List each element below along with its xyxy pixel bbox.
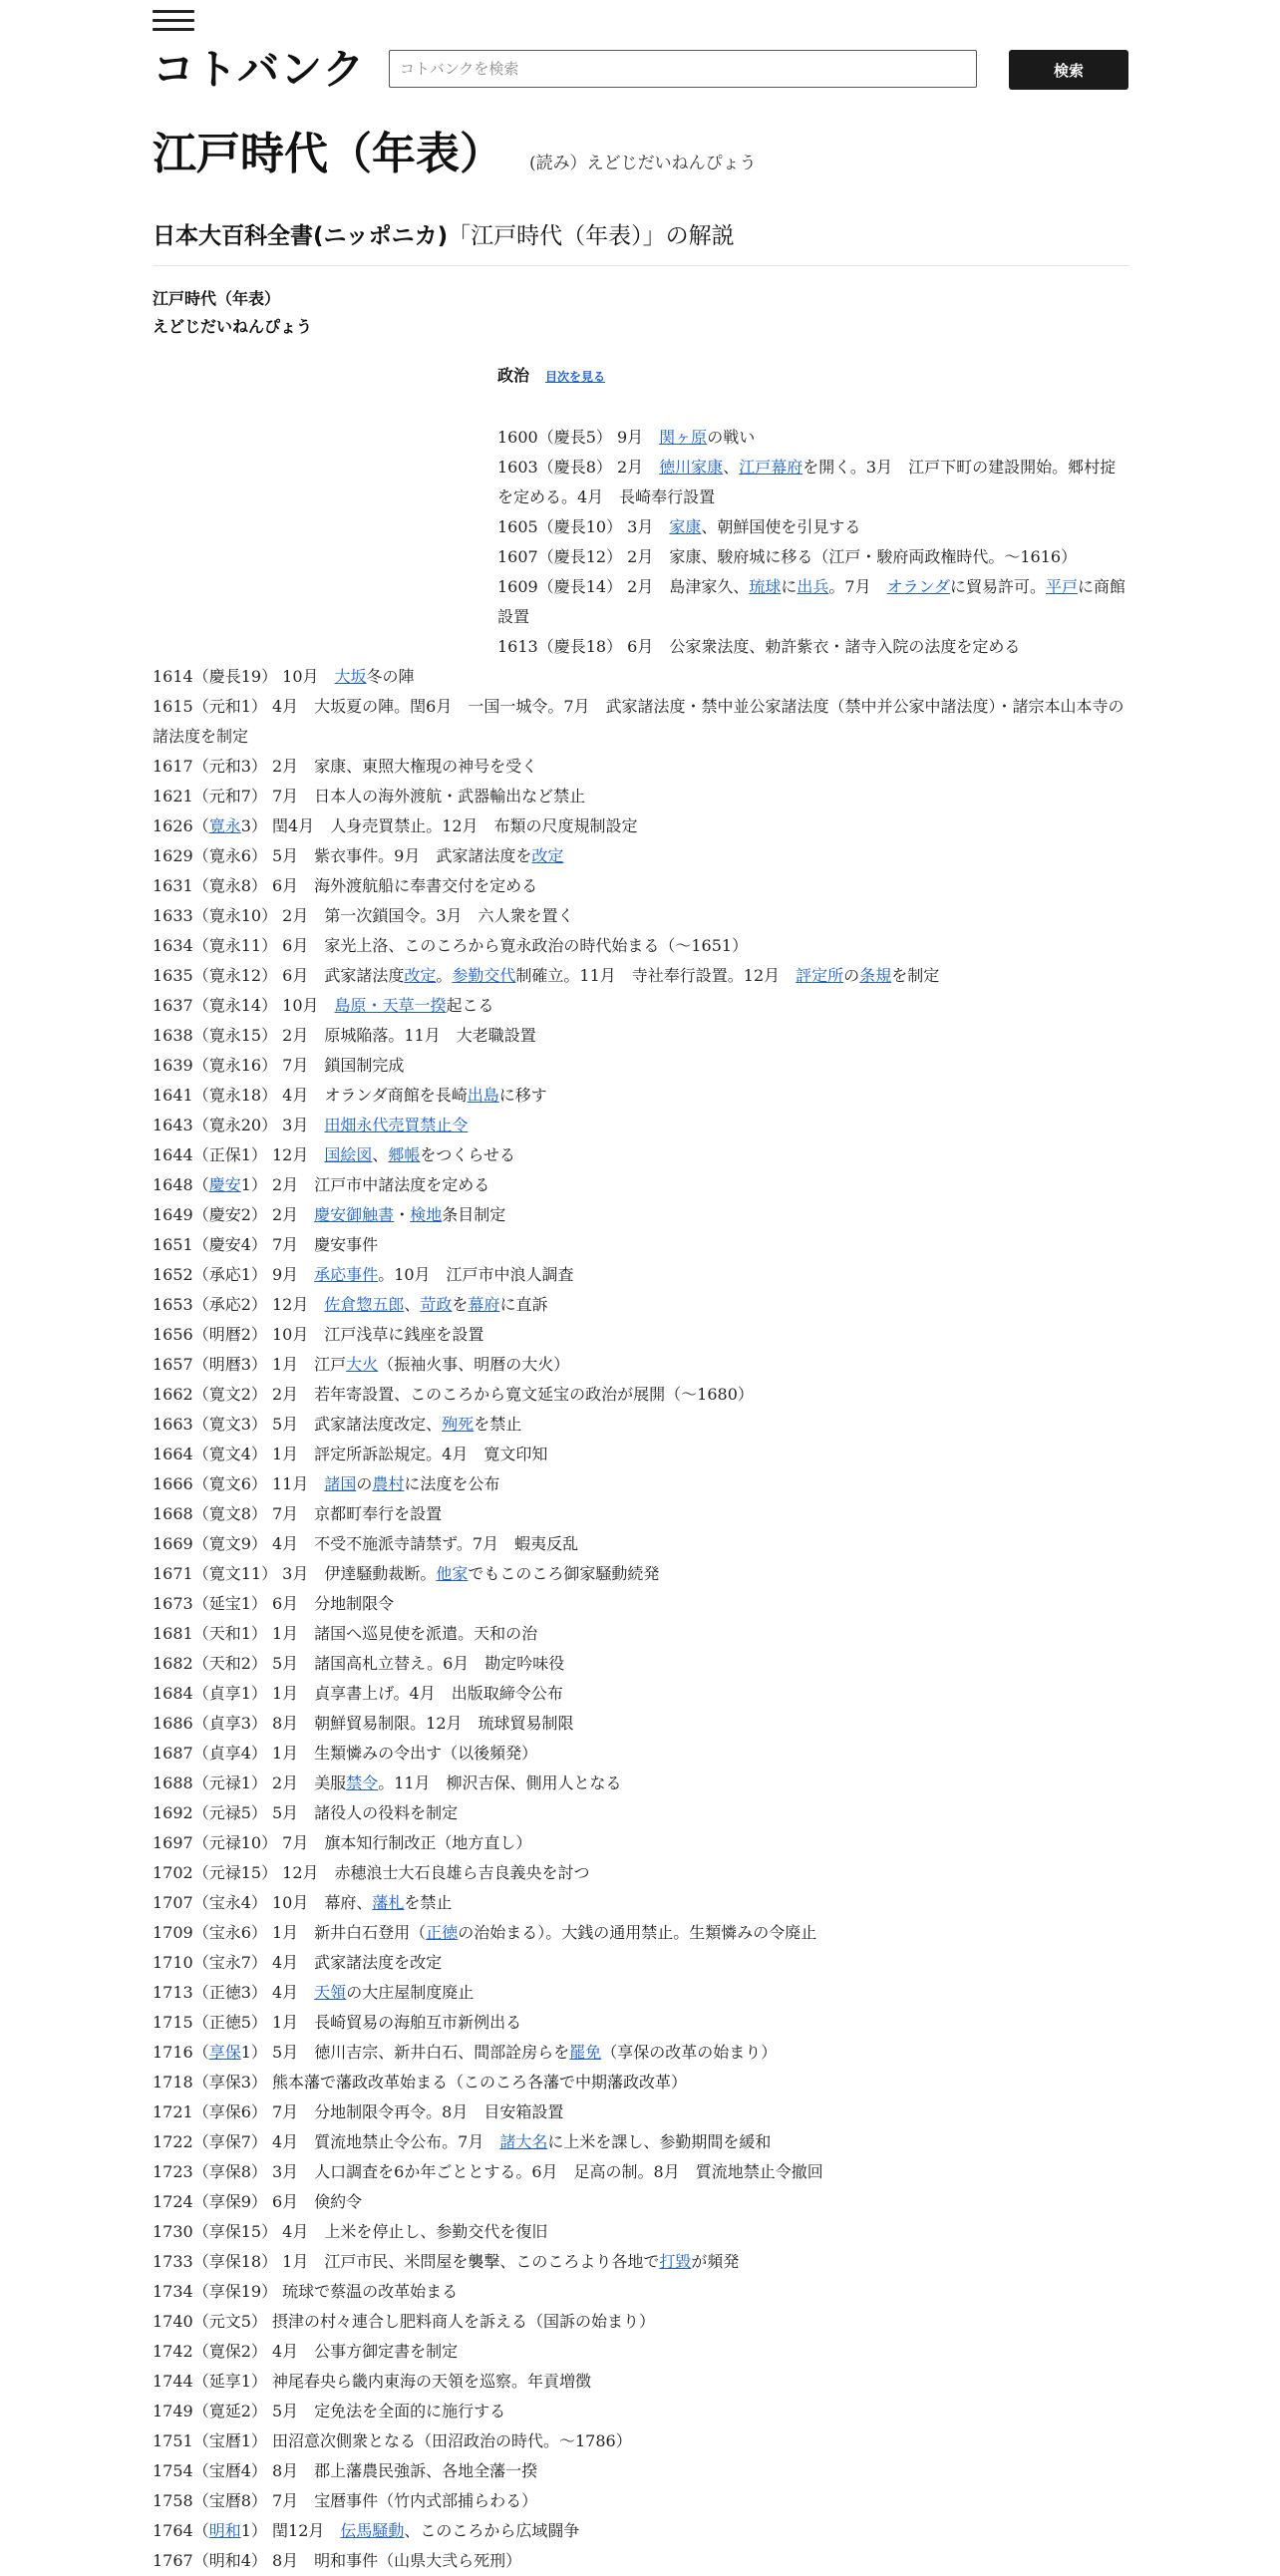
entry-text: 1751（宝暦1） 田沼意次側衆となる（田沼政治の時代。～1786） [153,2431,632,2450]
timeline-entry [153,2397,1129,2426]
entry-text: 1637（寛永14） 10月 [153,996,335,1015]
timeline-entry [153,692,1129,752]
entry-text: 1615（元和1） 4月 大坂夏の陣。閏6月 一国一城令。7月 武家諸法度・禁中並公家諸法度（禁中并公家中諸法度）・諸宗本山本寺の諸法度を制定 [153,697,1124,746]
timeline-entry [153,901,1129,931]
term-link[interactable]: 徳川家康 [659,458,724,477]
search-button[interactable]: 検索 [1009,50,1128,90]
entry-text: 1638（寛永15） 2月 原城陥落。11月 大老職設置 [153,1026,536,1045]
term-link[interactable]: 諸国 [324,1474,357,1493]
term-link[interactable]: 平戸 [1045,577,1078,596]
term-link[interactable]: 田畑永代売買禁止令 [324,1116,469,1134]
entry-heading [153,285,312,341]
timeline-entry [153,1619,1129,1649]
timeline-entry [153,1559,1129,1589]
term-link[interactable]: 郷帳 [388,1145,421,1164]
term-link[interactable]: 出兵 [797,577,829,596]
entry-text: を制定 [891,966,940,985]
entry-text: 1669（寛文9） 4月 不受不施派寺請禁ず。7月 蝦夷反乱 [153,1534,579,1553]
section-title: 政治 [497,366,530,385]
entry-text: 1740（元文5） 摂津の村々連合し肥料商人を訴える（国訴の始まり） [153,2312,655,2331]
timeline-entry [153,2038,1129,2068]
timeline-entry [153,2068,1129,2097]
page-reading: (読み）えどじだいねんぴょう [529,154,757,173]
term-link[interactable]: 条規 [859,966,892,985]
entry-text: 1609（慶長14） 2月 島津家久、 [497,577,750,596]
timeline-entry [153,2187,1129,2217]
timeline-entry [153,1290,1129,1320]
entry-text: （享保の改革の始まり） [601,2043,778,2062]
timeline-upper [497,423,1129,662]
term-link[interactable]: 佐倉惣五郎 [324,1295,405,1314]
entry-text: 、 [723,458,740,477]
entry-text: を [452,1295,469,1314]
timeline-entry [497,423,1129,453]
entry-text: 条目制定 [442,1205,506,1224]
timeline-entry [153,2367,1129,2397]
entry-text: 。11月 柳沢吉保、側用人となる [378,1773,622,1792]
term-link[interactable]: 出島 [467,1086,499,1105]
entry-text: 1733（享保18） 1月 江戸市民、米問屋を襲撃、このころより各地で [153,2252,660,2271]
term-link[interactable]: 検地 [410,1205,443,1224]
timeline-entry [153,2127,1129,2157]
entry-text: に商館設置 [497,577,1126,626]
entry-text: 1639（寛永16） 7月 鎖国制完成 [153,1056,405,1075]
timeline-entry [153,1410,1129,1440]
term-link[interactable]: 罷免 [569,2043,602,2062]
entry-text: に上米を課し、参勤期間を緩和 [547,2132,772,2151]
entry-text: 1715（正徳5） 1月 長崎貿易の海舶互市新例出る [153,2013,522,2032]
timeline-entry [153,2247,1129,2277]
entry-text: の [356,1474,373,1493]
entry-text: 1754（宝暦4） 8月 郡上藩農民強訴、各地全藩一揆 [153,2461,538,2480]
term-link[interactable]: 琉球 [749,577,782,596]
entry-text: 1635（寛永12） 6月 武家諸法度 [153,966,405,985]
entry-text: 1607（慶長12） 2月 家康、駿府城に移る（江戸・駿府両政権時代。～1616） [497,547,1078,566]
entry-text: に直訴 [499,1295,548,1314]
entry-text: 1682（天和2） 5月 諸国高札立替え。6月 勘定吟味役 [153,1654,565,1673]
entry-text: 、朝鮮国使を引見する [701,517,861,536]
timeline-entry [153,1170,1129,1200]
term-link[interactable]: 農村 [372,1474,405,1493]
timeline-entry [153,1858,1129,1888]
term-link[interactable]: 明和 [208,2521,241,2540]
entry-text: 1613（慶長18） 6月 公家衆法度、勅許紫衣・諸寺入院の法度を定める [497,637,1021,656]
term-link[interactable]: 享保 [208,2043,241,2062]
term-link[interactable]: 関ヶ原 [659,428,708,447]
entry-text: 1657（明暦3） 1月 江戸 [153,1355,347,1374]
term-link[interactable]: 島原・天草一揆 [334,996,447,1015]
timeline-entry [153,1111,1129,1140]
timeline-entry [153,1649,1129,1679]
search-input[interactable] [389,50,977,88]
timeline-entry [153,1440,1129,1469]
entry-text: 制確立。11月 寺社奉行設置。12月 [515,966,797,985]
timeline-entry [153,841,1129,871]
timeline-entry [153,1469,1129,1499]
timeline-entry [153,1679,1129,1709]
term-link[interactable]: 改定 [404,966,437,985]
term-link[interactable]: 改定 [531,846,564,865]
entry-text: 1651（慶安4） 7月 慶安事件 [153,1235,379,1254]
timeline-entry [153,1499,1129,1529]
entry-text: 1723（享保8） 3月 人口調査を6か年ごととする。6月 足高の制。8月 質流地禁止令撤回 [153,2162,823,2181]
timeline-entry [153,2546,1129,2576]
timeline-entry [153,752,1129,782]
term-link[interactable]: 伝馬騒動 [340,2521,405,2540]
entry-text: 、このころから広域闘争 [404,2521,580,2540]
entry-text: 1713（正徳3） 4月 [153,1983,315,2002]
entry-text: 1721（享保6） 7月 分地制限令再令。8月 目安箱設置 [153,2102,564,2121]
entry-text: 1629（寛永6） 5月 紫衣事件。9月 武家諸法度を [153,846,532,865]
timeline-entry [153,2157,1129,2187]
timeline-entry [153,1739,1129,1769]
timeline-entry [153,1918,1129,1948]
timeline-entry [153,1888,1129,1918]
entry-text: 1603（慶長8） 2月 [497,458,660,477]
entry-text: 1742（寛保2） 4月 公事方御定書を制定 [153,2342,459,2361]
entry-text: の治始まる）。大銭の通用禁止。生類憐みの令廃止 [458,1923,817,1942]
entry-text: ・ [394,1205,411,1224]
entry-text: 1） 5月 徳川吉宗、新井白石、間部詮房らを [240,2043,570,2062]
entry-text: 1764（ [153,2521,209,2540]
timeline-entry [153,2307,1129,2337]
term-link[interactable]: 家康 [669,517,702,536]
entry-text: 1626（ [153,816,209,835]
entry-text: 1686（貞享3） 8月 朝鮮貿易制限。12月 琉球貿易制限 [153,1714,574,1733]
entry-text: 、 [372,1145,389,1164]
entry-text: を禁止 [404,1893,453,1912]
term-link[interactable]: 殉死 [442,1415,475,1434]
entry-text: に貿易許可。 [949,577,1046,596]
entry-text: 1652（承応1） 9月 [153,1265,315,1284]
entry-text: をつくらせる [420,1145,515,1164]
title-row [153,118,757,181]
entry-text: に法度を公布 [404,1474,500,1493]
timeline-entry [153,1529,1129,1559]
entry-text: 1631（寛永8） 6月 海外渡航船に奉書交付を定める [153,876,538,895]
source-suffix: 「江戸時代（年表）」の解説 [448,223,735,249]
entry-text: 1716（ [153,2043,209,2062]
entry-text: の大庄屋制度廃止 [346,1983,475,2002]
timeline-entry [153,871,1129,901]
entry-text: 1709（宝永6） 1月 新井白石登用（ [153,1923,427,1942]
entry-text: 1617（元和3） 2月 家康、東照大権現の神号を受く [153,757,538,776]
entry-text: 1684（貞享1） 1月 貞享書上げ。4月 出版取締令公布 [153,1684,563,1703]
term-link[interactable]: 天領 [314,1983,347,2002]
timeline-entry [153,2486,1129,2516]
entry-text: 1707（宝永4） 10月 幕府、 [153,1893,373,1912]
timeline-entry [153,2277,1129,2307]
timeline-entry [497,572,1129,632]
timeline-entry [153,662,1129,692]
entry-text: 1605（慶長10） 3月 [497,517,670,536]
entry-text: 1648（ [153,1175,209,1194]
timeline-entry [153,1200,1129,1230]
entry-text: 1656（明暦2） 10月 江戸浅草に銭座を設置 [153,1325,484,1344]
entry-text: 1758（宝暦8） 7月 宝暦事件（竹内式部捕らわる） [153,2491,538,2510]
entry-text: 1653（承応2） 12月 [153,1295,325,1314]
entry-text: 1724（享保9） 6月 倹約令 [153,2192,363,2211]
section-heading [497,363,605,386]
term-link[interactable]: 諸大名 [499,2132,548,2151]
entry-text: 1614（慶長19） 10月 [153,667,335,686]
timeline-entry [153,1320,1129,1350]
term-link[interactable]: 慶安御触書 [314,1205,395,1224]
entry-text: 1687（貞享4） 1月 生類憐みの令出す（以後頻発） [153,1744,538,1763]
term-link[interactable]: 承応事件 [314,1265,379,1284]
timeline-entry [153,1978,1129,2008]
term-link[interactable]: 江戸幕府 [739,458,803,477]
term-link[interactable]: 大火 [346,1355,379,1374]
entry-text: 1730（享保15） 4月 上米を停止し、参勤交代を復旧 [153,2222,548,2241]
timeline-entry [153,2516,1129,2546]
toc-link[interactable]: 目次を見る [545,370,606,384]
entry-text: でもこのころ御家騒動続発 [468,1564,660,1583]
timeline-entry [153,2426,1129,2456]
page-title: 江戸時代（年表） [153,129,503,179]
entry-text: を禁止 [474,1415,522,1434]
term-link[interactable]: 評定所 [796,966,844,985]
entry-text: 1688（元禄1） 2月 美服 [153,1773,347,1792]
menu-icon[interactable] [153,10,194,32]
timeline-entry [153,811,1129,841]
entry-text: 。 [436,966,453,985]
timeline-entry [153,1350,1129,1380]
timeline-entry [153,1828,1129,1858]
term-link[interactable]: 苛政 [420,1295,453,1314]
entry-text: 1697（元禄10） 7月 旗本知行制改正（地方直し） [153,1833,532,1852]
entry-text: 起こる [446,996,494,1015]
term-link[interactable]: 国絵図 [324,1145,373,1164]
timeline-entry [153,782,1129,811]
timeline-lower [153,662,1129,2576]
term-link[interactable]: 正徳 [426,1923,459,1942]
entry-text: 3） 閏4月 人身売買禁止。12月 布類の尺度規制設定 [240,816,638,835]
timeline-entry [153,1380,1129,1410]
entry-text: 1666（寛文6） 11月 [153,1474,325,1493]
entry-text: 1644（正保1） 12月 [153,1145,325,1164]
site-logo[interactable]: コトバンク [153,45,366,94]
entry-text: 1664（寛文4） 1月 評定所訴訟規定。4月 寛文印知 [153,1445,548,1463]
timeline-entry [153,931,1129,961]
term-link[interactable]: 他家 [436,1564,469,1583]
entry-text: 冬の陣 [366,667,415,686]
entry-text: 。7月 [828,577,887,596]
entry-text: 1600（慶長5） 9月 [497,428,660,447]
entry-text: 1634（寛永11） 6月 家光上洛、このころから寛永政治の時代始まる（～1651） [153,936,749,955]
timeline-entry [153,961,1129,991]
term-link[interactable]: 幕府 [468,1295,500,1314]
source-heading [153,217,735,250]
divider [153,265,1129,266]
entry-text: を開く。3月 江戸下町の建設開始。郷村掟を定める。4月 長崎奉行設置 [497,458,1117,506]
timeline-entry [153,1948,1129,1978]
timeline-entry [153,1230,1129,1260]
entry-text: が頻発 [691,2252,740,2271]
entry-text: 1671（寛文11） 3月 伊達騒動裁断。 [153,1564,437,1583]
entry-text: に移す [498,1086,547,1105]
timeline-entry [497,453,1129,512]
entry-text: 1734（享保19） 琉球で蔡温の改革始まる [153,2282,459,2301]
entry-text: 1722（享保7） 4月 質流地禁止令公布。7月 [153,2132,500,2151]
entry-text: 1673（延宝1） 6月 分地制限令 [153,1594,395,1613]
term-link[interactable]: 寛永 [208,816,241,835]
term-link[interactable]: 参勤交代 [452,966,516,985]
entry-text: 1767（明和4） 8月 明和事件（山県大弐ら死刑） [153,2551,522,2570]
timeline-entry [497,542,1129,572]
term-link[interactable]: 大坂 [334,667,367,686]
entry-text: 1641（寛永18） 4月 オランダ商館を長崎 [153,1086,468,1105]
entry-text: 1649（慶安2） 2月 [153,1205,315,1224]
term-link[interactable]: 禁令 [346,1773,379,1792]
term-link[interactable]: 慶安 [208,1175,241,1194]
timeline-entry [153,1081,1129,1111]
timeline-entry [153,1769,1129,1798]
timeline-entry [153,2337,1129,2367]
timeline-entry [153,1589,1129,1619]
entry-text: 1） 閏12月 [240,2521,341,2540]
entry-reading: えどじだいねんぴょう [153,317,313,336]
timeline-entry [153,1051,1129,1081]
term-link[interactable]: 藩札 [372,1893,405,1912]
timeline-entry [153,2217,1129,2247]
term-link[interactable]: オランダ [886,577,950,596]
timeline-entry [153,1140,1129,1170]
timeline-entry [497,632,1129,662]
timeline-entry [153,1260,1129,1290]
timeline-entry [153,2456,1129,2486]
timeline-entry [153,991,1129,1021]
entry-text: 1749（寛延2） 5月 定免法を全面的に施行する [153,2402,506,2420]
timeline-entry [153,2008,1129,2038]
entry-text: 1681（天和1） 1月 諸国へ巡見使を派遣。天和の治 [153,1624,538,1643]
entry-text: 1633（寛永10） 2月 第一次鎖国令。3月 六人衆を置く [153,906,574,925]
entry-text: の戦い [707,428,756,447]
timeline-entry [153,2097,1129,2127]
entry-text: 1692（元禄5） 5月 諸役人の役料を制定 [153,1803,459,1822]
entry-text: 1621（元和7） 7月 日本人の海外渡航・武器輸出など禁止 [153,787,586,805]
entry-text: 1668（寛文8） 7月 京都町奉行を設置 [153,1504,443,1523]
entry-text: 。10月 江戸市中浪人調査 [378,1265,574,1284]
source-name: 日本大百科全書(ニッポニカ) [153,223,449,249]
timeline-entry [153,1709,1129,1739]
entry-text: 1702（元禄15） 12月 赤穂浪士大石良雄ら吉良義央を討つ [153,1863,590,1882]
timeline-entry [153,1798,1129,1828]
entry-text: 、 [404,1295,421,1314]
timeline-entry [153,1021,1129,1051]
entry-text: （振袖火事、明暦の大火） [378,1355,570,1374]
entry-text: の [843,966,860,985]
entry-text: 1663（寛文3） 5月 武家諸法度改定、 [153,1415,443,1434]
entry-text: 1718（享保3） 熊本藩で藩政改革始まる（このころ各藩で中期藩政改革） [153,2073,687,2092]
entry-text: 1744（延享1） 神尾春央ら畿内東海の天領を巡察。年貢増徴 [153,2372,591,2391]
entry-text: 1） 2月 江戸市中諸法度を定める [240,1175,490,1194]
entry-text: 1662（寛文2） 2月 若年寄設置、このころから寛文延宝の政治が展開（～1680） [153,1385,754,1404]
entry-title: 江戸時代（年表） [153,289,281,308]
entry-text: 1643（寛永20） 3月 [153,1116,325,1134]
entry-text: に [781,577,798,596]
term-link[interactable]: 打毀 [659,2252,692,2271]
entry-text: 1710（宝永7） 4月 武家諸法度を改定 [153,1953,443,1972]
timeline-entry [497,512,1129,542]
